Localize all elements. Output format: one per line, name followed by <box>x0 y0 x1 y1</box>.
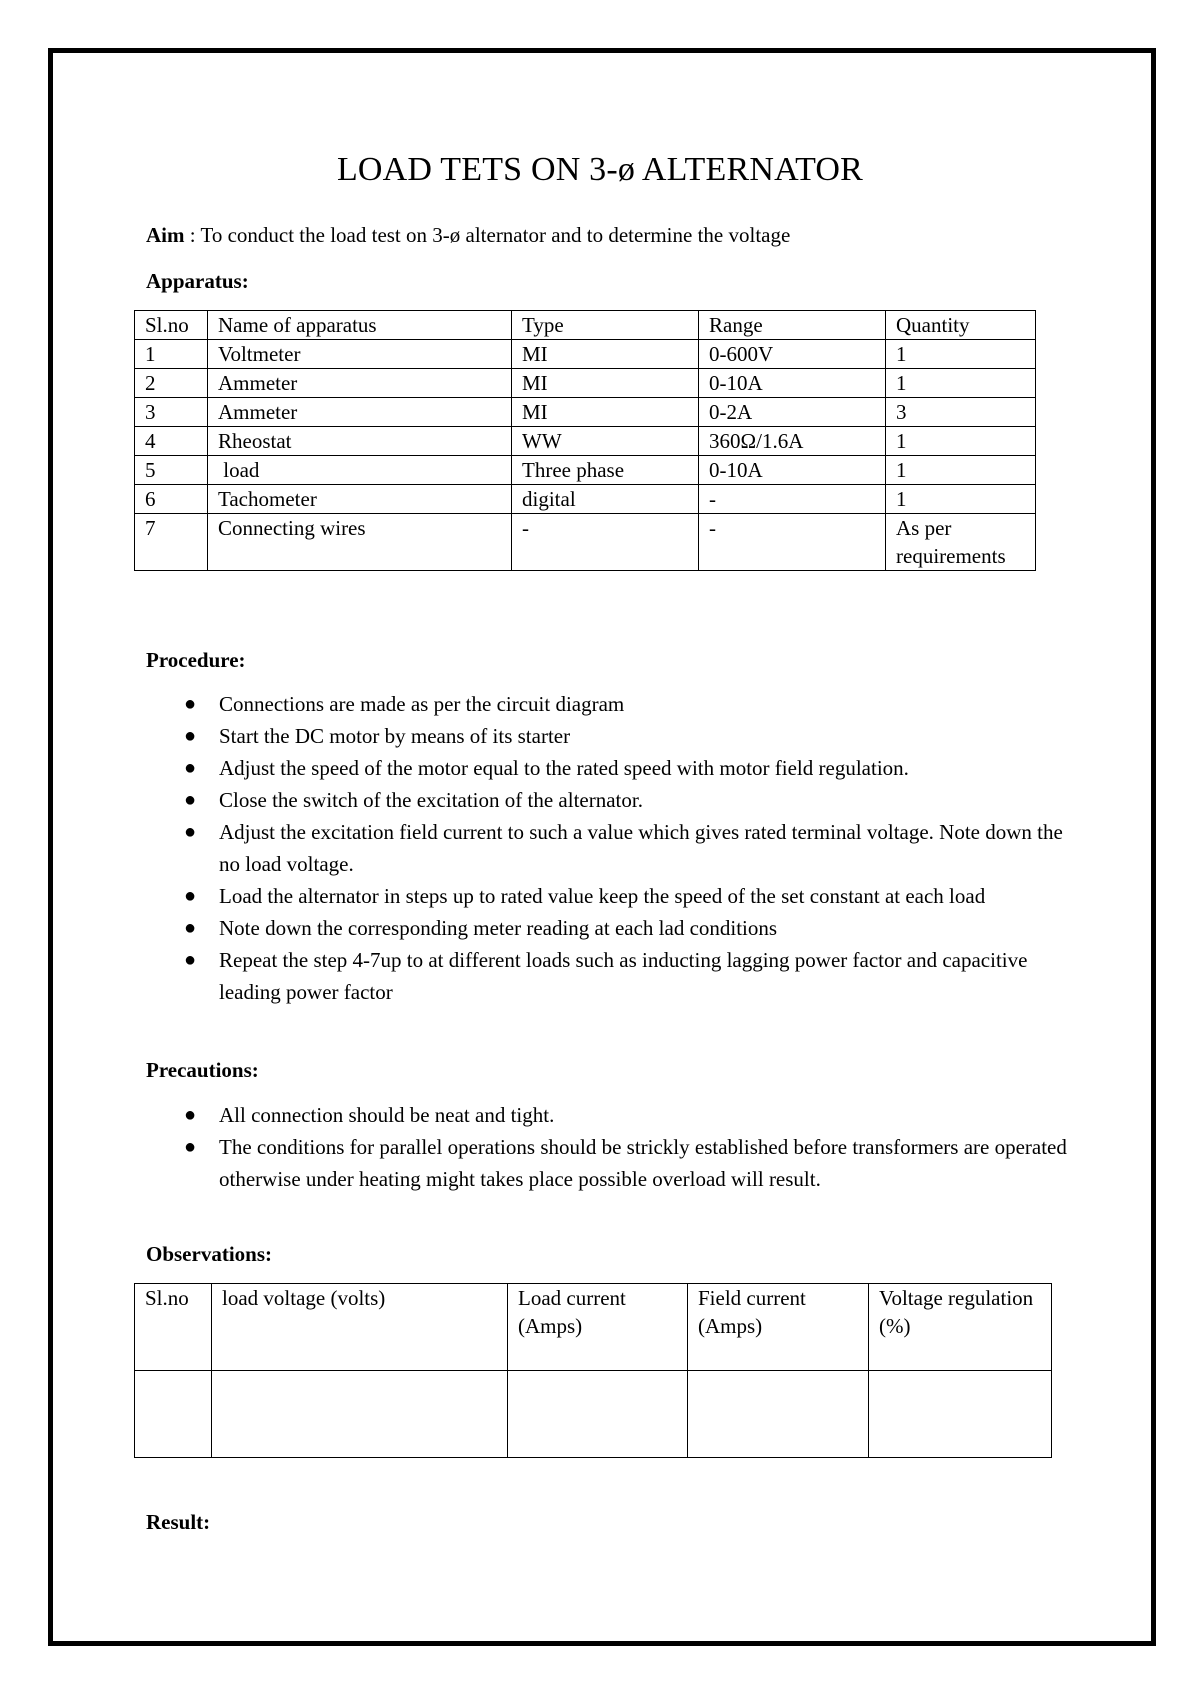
bullet-icon: ● <box>184 789 197 811</box>
bullet-icon: ● <box>184 757 197 779</box>
list-item-text: Connections are made as per the circuit diagram <box>219 692 625 716</box>
list-item <box>146 912 1076 944</box>
table-cell: 1 <box>886 340 1036 369</box>
list-item <box>146 944 1076 1008</box>
table-cell: 3 <box>135 398 208 427</box>
table-row <box>135 427 1036 456</box>
table-row <box>135 398 1036 427</box>
list-item <box>146 752 1076 784</box>
result-heading: Result: <box>146 1510 211 1534</box>
list-item <box>146 688 1076 720</box>
table-cell: 1 <box>886 456 1036 485</box>
list-item-text: The conditions for parallel operations should be strickly established before transformers are operated otherwise under heating might takes place possible overload will result. <box>219 1135 1067 1191</box>
observations-header-cell: load voltage (volts) <box>212 1284 508 1371</box>
table-cell: Connecting wires <box>208 514 512 571</box>
bullet-icon: ● <box>184 1136 197 1158</box>
list-item <box>146 880 1076 912</box>
table-cell: Ammeter <box>208 398 512 427</box>
observations-heading: Observations: <box>146 1242 272 1266</box>
table-cell: 5 <box>135 456 208 485</box>
table-cell: Ammeter <box>208 369 512 398</box>
table-cell: MI <box>512 369 699 398</box>
procedure-heading: Procedure: <box>146 648 246 672</box>
apparatus-heading: Apparatus: <box>146 269 249 293</box>
apparatus-header-cell: Sl.no <box>135 311 208 340</box>
observations-header-cell: Load current (Amps) <box>508 1284 688 1371</box>
bullet-icon: ● <box>184 885 197 907</box>
observations-header-row <box>135 1284 1052 1371</box>
list-item <box>146 720 1076 752</box>
table-row <box>135 369 1036 398</box>
table-cell <box>688 1371 869 1458</box>
table-cell: Three phase <box>512 456 699 485</box>
bullet-icon: ● <box>184 949 197 971</box>
table-cell: 1 <box>886 369 1036 398</box>
table-cell <box>135 1371 212 1458</box>
list-item-text: Load the alternator in steps up to rated value keep the speed of the set constant at each load <box>219 884 986 908</box>
table-cell: Rheostat <box>208 427 512 456</box>
table-cell: As per requirements <box>886 514 1036 571</box>
apparatus-header-cell: Quantity <box>886 311 1036 340</box>
list-item-text: Close the switch of the excitation of the alternator. <box>219 788 643 812</box>
observations-empty-row <box>135 1371 1052 1458</box>
table-cell: Tachometer <box>208 485 512 514</box>
precautions-heading: Precautions: <box>146 1058 259 1082</box>
apparatus-header-cell: Name of apparatus <box>208 311 512 340</box>
table-cell: 1 <box>886 485 1036 514</box>
table-cell: digital <box>512 485 699 514</box>
table-cell: 1 <box>886 427 1036 456</box>
table-cell <box>869 1371 1052 1458</box>
table-cell: 0-2A <box>699 398 886 427</box>
aim-label: Aim <box>146 223 185 247</box>
table-row <box>135 514 1036 571</box>
table-cell: 4 <box>135 427 208 456</box>
apparatus-table <box>134 310 1036 571</box>
table-cell: Voltmeter <box>208 340 512 369</box>
observations-header-cell: Sl.no <box>135 1284 212 1371</box>
list-item <box>146 1099 1076 1131</box>
apparatus-header-row <box>135 311 1036 340</box>
table-cell: 3 <box>886 398 1036 427</box>
apparatus-header-cell: Type <box>512 311 699 340</box>
bullet-icon: ● <box>184 1104 197 1126</box>
bullet-icon: ● <box>184 725 197 747</box>
procedure-list <box>146 688 1076 1008</box>
list-item-text: All connection should be neat and tight. <box>219 1103 555 1127</box>
bullet-icon: ● <box>184 821 197 843</box>
table-cell <box>508 1371 688 1458</box>
table-cell: - <box>699 485 886 514</box>
table-cell: - <box>699 514 886 571</box>
list-item-text: Adjust the excitation field current to such a value which gives rated terminal voltage. Note down the no load voltage. <box>219 820 1063 876</box>
table-cell: 1 <box>135 340 208 369</box>
table-cell: MI <box>512 340 699 369</box>
list-item <box>146 1131 1076 1195</box>
observations-header-cell: Field current (Amps) <box>688 1284 869 1371</box>
table-cell: - <box>512 514 699 571</box>
page-title: LOAD TETS ON 3-ø ALTERNATOR <box>336 151 864 188</box>
aim-text: : To conduct the load test on 3-ø alternator and to determine the voltage <box>184 223 791 247</box>
precautions-list <box>146 1099 1076 1195</box>
list-item-text: Note down the corresponding meter reading at each lad conditions <box>219 916 778 940</box>
apparatus-header-cell: Range <box>699 311 886 340</box>
table-cell: 360Ω/1.6A <box>699 427 886 456</box>
observations-table <box>134 1283 1052 1458</box>
table-cell: 6 <box>135 485 208 514</box>
table-row <box>135 456 1036 485</box>
table-cell: 0-10A <box>699 456 886 485</box>
table-cell <box>212 1371 508 1458</box>
table-cell: WW <box>512 427 699 456</box>
list-item-text: Start the DC motor by means of its starter <box>219 724 571 748</box>
table-row <box>135 485 1036 514</box>
table-cell: load <box>208 456 512 485</box>
aim-line <box>146 222 790 248</box>
table-row <box>135 340 1036 369</box>
table-cell: 7 <box>135 514 208 571</box>
bullet-icon: ● <box>184 693 197 715</box>
list-item-text: Repeat the step 4-7up to at different loads such as inducting lagging power factor and capacitive leading power factor <box>219 948 1028 1004</box>
table-cell: 0-600V <box>699 340 886 369</box>
list-item <box>146 784 1076 816</box>
list-item <box>146 816 1076 880</box>
observations-header-cell: Voltage regulation (%) <box>869 1284 1052 1371</box>
bullet-icon: ● <box>184 917 197 939</box>
table-cell: 0-10A <box>699 369 886 398</box>
table-cell: MI <box>512 398 699 427</box>
table-cell: 2 <box>135 369 208 398</box>
list-item-text: Adjust the speed of the motor equal to the rated speed with motor field regulation. <box>219 756 909 780</box>
